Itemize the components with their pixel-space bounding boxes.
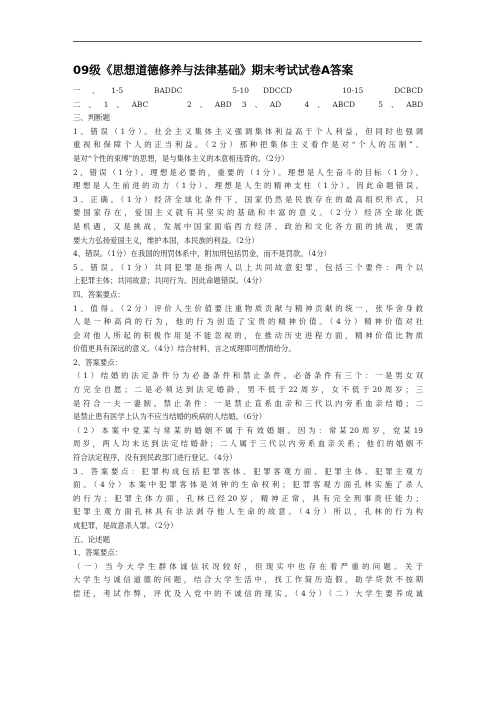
text-line: 会对他人所起的积极作用是不能忽视的，在推动历史进程方面，精神价值比物质	[73, 330, 423, 340]
text-line: 是对“个性的束缚”的思想，是与集体主义的本意相违背的。（2分）	[73, 153, 289, 163]
text-line: 偿还，考试作弊，评优及入党中的不诚信的现实。（4分）（二）大学生要养成诚	[73, 588, 423, 598]
text-line: 方完全自愿；二是必须达到法定婚龄，男不低于22周岁，女不低于20周岁；三	[73, 385, 423, 395]
text-line: 是机遇，又是挑战，发展中国家面临西方经济、政治和文化各方面的挑战，更需	[73, 221, 423, 231]
text-line: 一、1-5 BADDC 5-10 DDCCD 10-15 DCBCD	[73, 86, 423, 95]
page-title: 09级《思想道德修养与法律基础》期末考试试卷A答案	[73, 63, 354, 77]
text-line: 大学生与诚信道德的问题，结合大学生活中，找工作简历造假，助学贷款不按期	[73, 575, 423, 585]
text-line: 1、值得。（2分）评价人生价值要注重物质贡献与精神贡献的统一，张华舍身救	[73, 303, 423, 313]
text-line: 周岁，两人均未达到法定结婚龄；二人属于三代以内旁系血亲关系；他们的婚姻不	[73, 439, 423, 449]
text-line: 4、错误。（1分）在我国的刑罚体系中，附加刑包括罚金，而不是罚款。（4分）	[73, 249, 331, 259]
header-rule	[73, 41, 422, 42]
text-line: 犯罪主观方面孔林具有非法剥夺他人生命的故意。（4分）所以，孔林的行为构	[73, 507, 423, 517]
text-line: 2、答案要点：	[73, 357, 123, 367]
answer-body	[73, 84, 423, 601]
text-line: 上犯罪主体；共同故意；共同行为。因此命题错误。（4分）	[73, 276, 267, 286]
text-line: 成犯罪，是故意杀人罪。（2分）	[73, 521, 178, 530]
text-line: （一）当今大学生群体诚信状况较好，但现实中也存在着严重的问题。关于	[73, 561, 423, 571]
text-line: 2、错误（1分）。理想是必要的，重要的（1分）。理想是人生奋斗的目标（1分）。	[73, 167, 423, 177]
text-line: 重视和保障个人的正当利益。（2分）那种把集体主义看作是对“个人的压制”、	[73, 140, 423, 150]
text-line: 的行为；犯罪主体方面，孔林已经20岁，精神正常，具有完全刑事责任能力；	[73, 493, 423, 503]
text-line: 符合法定程序，没有到民政部门进行登记。（4分）	[73, 453, 237, 463]
text-line: 1、答案要点：	[73, 548, 123, 558]
text-line: 五、论述题	[73, 534, 110, 544]
text-line: （1）结婚的法定条件分为必备条件和禁止条件。必备条件有三个：一是男女双	[73, 371, 423, 381]
text-line: 5、错误。（1分）共同犯罪是指两人以上共同故意犯罪，包括三个要件：两个以	[73, 262, 423, 272]
text-line: 人是一种高尚的行为，他的行为创造了宝贵的精神价值。（4分）精神价值对社	[73, 317, 423, 327]
text-line: 三、判断题	[73, 113, 110, 123]
text-line: 面。（4分）本案中犯罪客体是刘钟的生命权利；犯罪客观方面孔林实施了杀人	[73, 480, 423, 490]
text-line: 四、答案要点：	[73, 289, 125, 299]
text-line: 二、1、ABC 2、ABD 3、AD 4、ABCD 5、ABD	[73, 99, 423, 109]
text-line: 3、答案要点：犯罪构成包括犯罪客体、犯罪客观方面、犯罪主体、犯罪主观方	[73, 466, 423, 476]
text-line: 3、正确。（1分）经济全球化条件下，国家仍然是民族存在的最高组织形式，只	[73, 194, 423, 204]
text-line: 1、错误（1分）。社会主义集体主义强调集体利益高于个人利益，但同时也强调	[73, 126, 423, 136]
text-line: 价值更具有深远的意义。（4分）结合材料，言之成理即可酌情给分。	[73, 344, 296, 354]
text-line: 要国家存在，爱国主义就有其坚实的基础和丰富的意义。（2分）经济全球化既	[73, 208, 423, 218]
text-line: 理想是人生前进的动力（1分）。理想是人生的精神支柱（1分）。因此命题错误。	[73, 181, 423, 191]
text-line: 是符合一夫一妻制。禁止条件：一是禁止直系血亲和三代以内旁系血亲结婚；二	[73, 398, 423, 408]
text-line: 是禁止患有医学上认为不应当结婚的疾病的人结婚。（6分）	[73, 412, 267, 422]
text-line: （2）本案中党某与常某的婚姻不属于有效婚姻。因为：常某20周岁，党某19	[73, 425, 423, 435]
text-line: 要大力弘扬爱国主义，维护本国，本民族的利益。（2分）	[73, 235, 259, 245]
